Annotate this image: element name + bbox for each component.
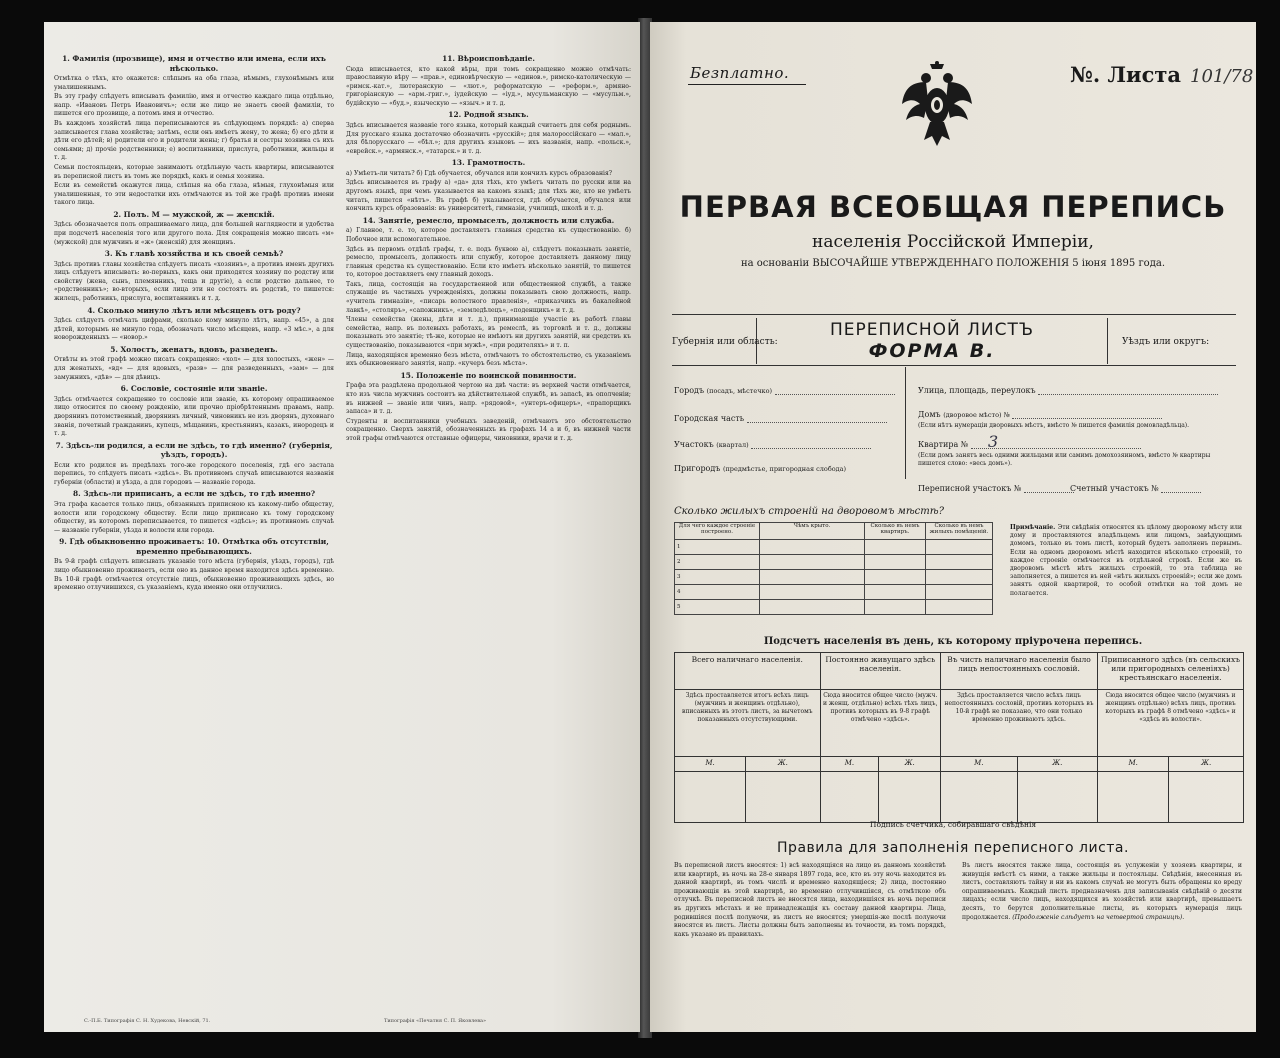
column-description: Сюда вносится общее число (мужч. и женщ. отдѣльно) всѣхъ тѣхъ лицъ, противъ которыхъ въ 9-8 графѣ отмѣчено «здѣсь». (820, 690, 940, 757)
instruction-heading: 11. Вѣроисповѣданіе. (442, 54, 535, 63)
instruction-paragraph: Студенты и воспитанники учебныхъ заведеній, отмѣчаютъ это обстоятельство сокращенно. Сверхъ занятій, обозначенныхъ въ графахъ 14 а и 6, въ нижней части этой графы отмѣчаются отставные офицеры, чиновники, врачи и т. д. (346, 417, 631, 442)
instruction-paragraph: Здѣсь отмѣчается сокращенно то сословіе или званіе, къ которому опрашиваемое лицо относится по своему рожденію, или прочно пріобрѣтеннымъ правамъ, напр. дворянинъ потомственный, дворянинъ личный, чиновникъ не изъ дворянъ, духовнаго званія, почетный гражданинъ, купецъ, мѣщанинъ, крестьянинъ, казакъ, инородецъ и т. д. (54, 395, 334, 438)
divider (672, 365, 1236, 366)
divider (672, 314, 1236, 315)
form-title: ПЕРЕПИСНОЙ ЛИСТЪ (829, 320, 1035, 340)
table-row[interactable]: 3 (675, 570, 760, 585)
male-header: М. (1098, 757, 1169, 772)
female-header: Ж. (746, 757, 821, 772)
divider (688, 84, 806, 85)
count-cell[interactable] (879, 772, 941, 823)
city-part-field[interactable] (674, 414, 887, 423)
census-district-label: Переписной участокъ № (918, 484, 1022, 493)
street-label: Улица, площадь, переулокъ (918, 386, 1036, 395)
buildings-note (1010, 524, 1242, 598)
rules-column-2 (962, 862, 1242, 922)
divider (905, 367, 906, 479)
instruction-paragraph: Отмѣтка о тѣхъ, кто окажется: слѣпымъ на оба глаза, нѣмымъ, глухонѣмымъ или умалишеннымъ. (54, 75, 334, 91)
table-header: Сколько въ немъ жилыхъ помѣщеній. (926, 523, 993, 540)
population-count-title: Подсчетъ населенія въ день, къ которому пріурочена перепись. (763, 636, 1143, 647)
count-cell[interactable] (746, 772, 821, 823)
column-description: Здѣсь проставляется итогъ всѣхъ лицъ (мужчинъ и женщинъ отдѣльно), вписанныхъ въ этотъ листъ, за вычетомъ показанныхъ отсутствующими. (675, 690, 821, 757)
house-note: (дворовое мѣсто) № (943, 411, 1010, 419)
city-note: (посадъ, мѣстечко) (706, 387, 773, 395)
table-header: Всего наличнаго населенія. (675, 653, 821, 690)
instruction-paragraph: Сюда вписывается, кто какой вѣры, при томъ сокращенно можно отмѣчать: православную вѣру — «прав.», единовѣрческую — «единов.», римско-католическую — «римск.-кат.», лютеранскую — «лют.», реформатскую — «реформ.», армяно-григоріанскую — «арм.-григ.», іудейскую — «іуд.», мусульманскую — «мусульм.», будійскую — «буд.», языческую — «языч.» и т. д. (346, 65, 631, 107)
apartment-hint: (Если домъ занятъ весь одними жильцами или самимъ домохозяиномъ, вмѣсто № квартиры пишется слово: «весь домъ»). (918, 452, 1211, 467)
instruction-heading: 12. Родной языкъ. (448, 110, 529, 120)
rules-continued: (Продолженіе слѣдуетъ на четвертой страницѣ). (1012, 913, 1185, 921)
table-row[interactable]: 2 (675, 555, 760, 570)
house-hint: (Если нѣтъ нумераціи дворовыхъ мѣстъ, вмѣсто № пишется фамилія домовладѣльца). (918, 422, 1190, 429)
table-header: Въ чисть наличнаго населенія было лицъ непостоянныхъ сословій. (940, 653, 1097, 690)
instruction-paragraph: Въ каждомъ хозяйствѣ лица переписываются въ слѣдующемъ порядкѣ: а) сперва записывается глава хозяйства; затѣмъ, если онъ имѣетъ жену, то жена; б) его дѣти и дѣти его дѣтей; в) родители его и родители жены; г) братья и сестры хозяина съ ихъ семьями; д) прочіе родственники; е) воспитанники, прислуга, работники, жильцы и т. д. (54, 119, 334, 162)
census-district-field[interactable] (918, 484, 1074, 493)
instruction-paragraph: Эта графа касается только лицъ, обязанныхъ приписною къ какому-либо обществу, волости или городскому обществу. Если лицо приписано къ тому городскому обществу, въ которомъ переписывается, то пишется «здѣсь»; въ противномъ случаѣ — названіе губерніи, уѣзда и волости или города. (54, 500, 334, 534)
apartment-number-handwritten: 3 (988, 432, 999, 451)
male-header: М. (675, 757, 746, 772)
buildings-question: Сколько жилыхъ строеній на дворовомъ мѣстѣ? (674, 506, 944, 517)
table-row[interactable]: 5 (675, 600, 760, 615)
column-description: Здѣсь проставляется число всѣхъ лицъ непостоянныхъ сословій, противъ которыхъ въ 10-й графѣ не показано, что они только временно проживаютъ здѣсь. (940, 690, 1097, 757)
instruction-paragraph: Графа эта раздѣлена продольной чертою на двѣ части: въ верхней части отмѣчается, кто изъ числа мужчинъ состоитъ на дѣйствительной службѣ, въ запасѣ, въ ополченіи; въ нижней — званіе или чинъ, напр. «рядовой», «унтеръ-офицеръ», «прапорщикъ запаса» и т. д. (346, 382, 631, 416)
note-text: Эти свѣдѣнія относятся къ цѣлому дворовому мѣсту или дому и проставляются владѣльцемъ или лицомъ, завѣдующимъ домомъ, только въ томъ листѣ, который будетъ заполненъ первымъ. Если на одномъ дворовомъ мѣстѣ находится нѣсколько строеній, то каждое строеніе отмѣчается въ отдѣльной строкѣ. Если же въ дворовомъ мѣстѣ нѣтъ жилыхъ строеній, то эта таблица не заполняется, а пишется въ ней «нѣтъ жилыхъ строеній»; если же домъ занятъ одной квартирой, то особой отмѣтки на той домъ не полагается. (1010, 524, 1242, 597)
census-form-page (650, 22, 1256, 1032)
instruction-heading: 6. Сословіе, состояніе или званіе. (120, 384, 268, 394)
count-cell[interactable] (1169, 772, 1244, 823)
apartment-field[interactable] (918, 440, 1141, 449)
instruction-paragraph: Здѣсь вписывается названіе того языка, который каждый считаетъ для себя роднымъ. Для русскаго языка достаточно обозначить «русскій»; для малороссійскаго — «мал.», для бѣлорусскаго — «бѣл.»; для другихъ языковъ — ихъ названія, напр. «польск.», «еврейск.», «армянск.», «татарск.» и т. д. (346, 121, 631, 155)
suburb-label: Пригородъ (674, 464, 721, 473)
table-header: Приписанного здѣсь (въ сельскихъ или пригородныхъ селеніяхъ) крестьянскаго населенія. (1098, 653, 1244, 690)
column-description: Сюда вносится общее число (мужчинъ и женщинъ отдѣльно) всѣхъ лицъ, противъ которыхъ въ графѣ 8 отмѣчено «здѣсь» и «здѣсь въ волости». (1098, 690, 1244, 757)
table-header: Для чего каждое строеніе построено. (675, 523, 760, 540)
instruction-paragraph: Здѣсь вписывается въ графу а) «да» для тѣхъ, кто умѣетъ читать по русски или на другомъ языкѣ, при чемъ указывается на какомъ языкѣ; для тѣхъ же, кто не умѣетъ читать, пишется «нѣтъ». Въ графѣ б) указывается, гдѣ обучается, обучался или кончилъ курсъ образованія: въ университетѣ, гимназіи, училищѣ, школѣ и т. д. (346, 179, 631, 213)
count-cell[interactable] (1098, 772, 1169, 823)
free-label: Безплатно. (690, 64, 790, 82)
instruction-heading: 14. Занятіе, ремесло, промыселъ, должность или служба. (362, 215, 615, 225)
table-header: Чѣмъ крыто. (760, 523, 865, 540)
house-label: Домъ (918, 410, 941, 419)
instruction-heading: 8. Здѣсь-ли приписанъ, а если не здѣсь, то гдѣ именно? (72, 489, 316, 499)
table-header: Постоянно живущаго здѣсь населенія. (820, 653, 940, 690)
province-label: Губернія или область: (672, 337, 778, 347)
instruction-heading: 15. Положеніе по воинской повинности. (400, 370, 577, 380)
count-district-field[interactable] (1070, 484, 1201, 493)
instruction-heading: 1. Фамилія (прозвище), имя и отчество или имена, если ихъ нѣсколько. (62, 54, 326, 73)
suburb-note: (предмѣстье, пригородная слобода) (722, 465, 847, 473)
precinct-label: Участокъ (674, 440, 714, 449)
sheet-number-label: №. Листа (1070, 62, 1181, 87)
population-count-table (674, 652, 1244, 823)
instruction-paragraph: Въ 9-й графѣ слѣдуетъ вписывать указаніе того мѣста (губернія, уѣздъ, городъ), гдѣ лицо обыкновенно проживаетъ, если оно въ данное время находится здѣсь временно. Въ 10-й графѣ отмѣчается отсутствіе лицъ, обыкновенно проживающихъ здѣсь, но временно отлучившихся, съ указаніемъ, куда именно они отлучились. (54, 558, 334, 592)
printer-imprint-left: С.-П.Б. Типографія С. Н. Худекова, Невскій, 71. (84, 1018, 211, 1024)
female-header: Ж. (879, 757, 941, 772)
imperial-eagle-icon (900, 60, 974, 148)
count-cell[interactable] (820, 772, 879, 823)
instruction-heading: 9. Гдѣ обыкновенно проживаетъ: 10. Отмѣтка объ отсутствіи, временно пребывающихъ. (59, 537, 329, 556)
instruction-heading: 2. Полъ. М — мужской, ж — женскій. (113, 209, 275, 219)
table-header: Сколько въ немъ квартиръ. (865, 523, 926, 540)
sheet-number-value: 101/78 (1190, 66, 1254, 87)
form-header-box (756, 318, 1108, 364)
count-district-label: Счетный участокъ № (1070, 484, 1159, 493)
male-header: М. (940, 757, 1017, 772)
instruction-paragraph: Здѣсь обозначается полъ опрашиваемаго лица, для большей наглядности и удобства при подсчетѣ населенія того или другого пола. Для сокращенія можно писать «м» (мужской) для мужчинъ и «ж» (женскій) для женщинъ. (54, 221, 334, 246)
instruction-heading: 3. Къ главѣ хозяйства и къ своей семьѣ? (104, 249, 284, 259)
instruction-heading: 7. Здѣсь-ли родился, а если не здѣсь, то гдѣ именно? (губернія, уѣздъ, городъ). (55, 440, 333, 460)
count-cell[interactable] (940, 772, 1017, 823)
enumerator-signature: Подпись счетчика, собиравшаго свѣдѣнія (869, 820, 1037, 829)
female-header: Ж. (1169, 757, 1244, 772)
table-row[interactable]: 1 (675, 540, 760, 555)
instructions-column-2 (346, 52, 631, 444)
apartment-label: Квартира № (918, 440, 969, 449)
buildings-table (674, 522, 993, 615)
district-label: Уѣздъ или округъ: (1122, 337, 1210, 347)
instruction-paragraph: Здѣсь противъ главы хозяйства слѣдуетъ писать «хозяинъ», а противъ именъ другихъ лицъ слѣдуетъ вписывать: во-первыхъ, какъ они приходятся хозяину по родству или свойству (жена, сынъ, племянникъ, теща и другіе), а если родство дальнее, то «родственникъ»; во-вторыхъ, если лица эти не состоятъ въ родствѣ, то пишется: жилецъ, работникъ, прислуга, воспитанникъ и т. д. (54, 260, 334, 303)
instruction-paragraph: Члены семейства (жены, дѣти и т. д.), принимающіе участіе въ работѣ главы семейства, напр. въ полевыхъ работахъ, въ ремеслѣ, въ торговлѣ и т. д., должны показывать это занятіе; тѣ-же, которые не имѣютъ ни другихъ занятій, ни средствъ къ существованію, показываются «при мужѣ», «при родителяхъ» и т. п. (346, 316, 631, 350)
note-title: Примѣчаніе. (1010, 524, 1056, 531)
female-header: Ж. (1017, 757, 1097, 772)
instruction-paragraph: Если кто родился въ предѣлахъ того-же городского поселенія, гдѣ его застала перепись, то слѣдуетъ писать «здѣсь». Въ противномъ случаѣ вписываются названія губерніи (области) и уѣзда, а для городовъ — названіе города. (54, 461, 334, 486)
instruction-heading: 4. Сколько минуло лѣтъ или мѣсяцевъ отъ роду? (87, 305, 301, 315)
legal-basis: на основаніи ВЫСОЧАЙШЕ УТВЕРЖДЕННАГО ПОЛОЖЕНІЯ 5 іюня 1895 года. (740, 258, 1166, 269)
instruction-paragraph: Здѣсь въ первомъ отдѣлѣ графы, т. е. подъ буквою а), слѣдуетъ показывать занятіе, ремесло, промыселъ, должность или службу, которое доставляетъ данному лицу главныя средства къ существованію. Если кто имѣетъ нѣсколько занятій, то пишется то, которое доставляетъ ему главный доходъ. (346, 245, 631, 279)
suburb-field[interactable] (674, 464, 846, 473)
table-row[interactable]: 4 (675, 585, 760, 600)
instruction-heading: 5. Холостъ, женатъ, вдовъ, разведенъ. (110, 344, 278, 354)
city-field[interactable] (674, 386, 895, 395)
precinct-field[interactable] (674, 440, 871, 449)
form-variant: ФОРМА В. (868, 340, 996, 362)
count-cell[interactable] (675, 772, 746, 823)
rules-column-1: Въ переписной листъ вносятся: 1) всѣ находящіяся на лицо въ данномъ хозяйствѣ или квартирѣ, въ ночь на 28-е января 1897 года, все, кто въ эту ночь находится въ данной квартирѣ, въ томъ числѣ и временно находящіеся; 2) лица, постоянно проживающія въ этой квартирѣ, но временно отлучившіяся, съ отмѣткою объ отлучкѣ. Въ переписной листъ не вносятся лица, находившіяся въ ночь переписи въ другихъ мѣстахъ и не принадлежащія къ составу данной квартиры. Лица, родившіяся послѣ полуночи, въ листъ не вносятся; умершія-же послѣ полуночи вносятся въ листъ. Листы должны быть заполнены въ точности, въ томъ порядкѣ, какъ указано въ правилахъ. (674, 862, 946, 938)
census-title: ПЕРВАЯ ВСЕОБЩАЯ ПЕРЕПИСЬ (679, 190, 1227, 224)
rules-title: Правила для заполненія переписного листа. (777, 840, 1129, 856)
instruction-paragraph: а) Главное, т. е. то, которое доставляетъ главныя средства къ существованію. б) Побочное или вспомогательное. (346, 227, 631, 243)
instruction-paragraph: Семьи постояльцевъ, которые занимаютъ отдѣльную часть квартиры, вписываются въ переписной листъ въ томъ же порядкѣ, какъ и семья хозяина. (54, 163, 334, 180)
census-subtitle: населенія Россійской Имперіи, (812, 232, 1094, 252)
precinct-note: (квартал) (716, 441, 749, 449)
instruction-paragraph: Лица, находящіяся временно безъ мѣста, отмѣчаютъ то обстоятельство, съ указаніемъ ихъ обыкновеннаго занятія, напр. «кучеръ безъ мѣста». (346, 351, 631, 368)
city-label: Городъ (674, 386, 705, 395)
city-part-label: Городская часть (674, 414, 745, 423)
count-cell[interactable] (1017, 772, 1097, 823)
house-field[interactable] (918, 410, 1162, 419)
instruction-paragraph: Отвѣты въ этой графѣ можно писать сокращенно: «хол» — для холостыхъ, «жен» — для женатыхъ, «вд» — для вдовыхъ, «разв» — для разведенныхъ, «зам» — для замужнихъ, «дѣв» — для дѣвицъ. (54, 356, 334, 381)
printer-imprint-right: Типографія «Печатня С. П. Яковлева» (384, 1018, 487, 1024)
instructions-column-1 (54, 52, 334, 594)
instruction-paragraph: а) Умѣетъ-ли читать? б) Гдѣ обучается, обучался или кончилъ курсъ образованія? (346, 169, 613, 177)
instruction-paragraph: Въ эту графу слѣдуетъ вписывать фамилію, имя и отчество каждаго лица отдѣльно, напр. «Ивановъ Петръ Ивановичъ»; если же лицо не знаетъ своей фамиліи, то пишется его прозвище, а потомъ имя и отчество. (54, 93, 334, 118)
rules-text: Въ листъ вносятся также лица, состоящія въ услуженіи у хозяевъ квартиры, и живущія вмѣстѣ съ ними, а также жильцы и постояльцы. Свѣдѣнія, внесенныя въ листъ, составляютъ тайну и ни въ какомъ случаѣ не могутъ быть обращены ко вреду опрашиваемыхъ. Каждый листъ предназначенъ для записыванія свѣдѣній о десяти лицахъ; если число лицъ, находящихся въ хозяйствѣ или квартирѣ, превышаетъ десять, то берутся дополнительные листы, въ которыхъ нумерація лицъ продолжается. (962, 862, 1242, 921)
left-page (44, 22, 640, 1032)
instruction-paragraph: Если въ семействѣ окажутся лица, слѣпыя на оба глаза, нѣмыя, глухонѣмыя или умалишенныя, то эти недостатки ихъ отмѣчаются въ той же графѣ противъ имени такого лица. (54, 182, 334, 207)
instruction-heading: 13. Грамотность. (451, 158, 526, 168)
street-field[interactable] (918, 386, 1218, 395)
instruction-paragraph: Такъ, лица, состоящія на государственной или общественной службѣ, а также служащіе въ частныхъ учрежденіяхъ, должны показывать свою должность, напр. «учитель гимназіи», «писарь волостного правленія», «приказчикъ въ бакалейной лавкѣ», «столяръ», «сапожникъ», «земледѣлецъ», «поденщикъ» и т. д. (346, 280, 631, 314)
male-header: М. (820, 757, 879, 772)
instruction-paragraph: Здѣсь слѣдуетъ отмѣчать цифрами, сколько кому минуло лѣтъ, напр. «45», а для дѣтей, которымъ не минуло года, обозначать число мѣсяцевъ, напр. «3 мѣс.», а для новорожденныхъ — «новор.» (54, 317, 334, 342)
